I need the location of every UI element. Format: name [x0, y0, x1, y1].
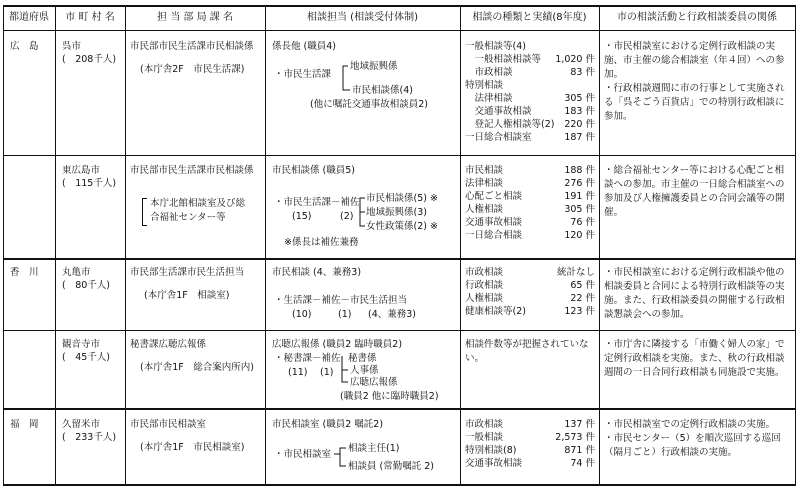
stat-row: [465, 40, 595, 53]
header-divider: [3, 30, 796, 31]
relation-text: ・総合福祉センター等における心配ごと相談への参加。市主催の一日総合相談室への参加及び人権擁護委員との合同会議等の開催。: [604, 165, 785, 218]
consultation-structure: [270, 40, 458, 150]
stat-row: [465, 177, 595, 190]
city-name: [62, 338, 124, 364]
department-location: (本庁舎1F 総合案内所内): [140, 362, 254, 373]
city-name: [62, 164, 124, 190]
stat-row: [465, 292, 595, 305]
department: [130, 418, 264, 454]
consultation-stats: [465, 418, 595, 470]
stat-label: 健康相談等(2): [465, 306, 526, 317]
stat-label: 一般相談相談等: [465, 54, 542, 65]
stat-value: 統計なし: [556, 267, 595, 278]
city-name-text: 観音寺市: [62, 339, 101, 350]
stat-row: [465, 279, 595, 292]
consult-head: 市民相談 (4、兼務3): [272, 267, 362, 278]
stat-label: 一日総合相談室: [465, 132, 532, 143]
stat-label: 市政相談: [465, 67, 513, 78]
stat-label: 一般相談等(4): [465, 41, 526, 52]
consult-note: ※係長は補佐兼務: [284, 237, 359, 248]
stat-value: 22 件: [570, 293, 595, 304]
department: [130, 164, 264, 234]
stat-label: 登記人権相談等(2): [465, 119, 555, 130]
consult-division: ・秘書課－補佐: [274, 353, 341, 364]
stat-row: [465, 305, 595, 318]
stat-row: [465, 164, 595, 177]
consult-staff: (2): [340, 211, 354, 222]
stat-label: 人権相談: [465, 204, 504, 215]
stat-label: 人権相談: [465, 293, 504, 304]
stat-value: 137 件: [564, 419, 595, 430]
stat-value: 83 件: [570, 67, 595, 78]
stat-label: 法律相談: [465, 178, 504, 189]
header-consultation: 相談担当 (相談受付体制): [307, 12, 418, 23]
department-name: 市民部市民相談室: [130, 419, 207, 430]
header-city: 市 町 村 名: [65, 12, 115, 23]
consult-head: 広聴広報係 (職員2 臨時職員2): [272, 339, 403, 350]
department-location: 合福祉センター等: [150, 212, 226, 223]
department-name: 市民部生活課市民生活担当: [130, 267, 245, 278]
city-population: ( 115千人): [62, 178, 117, 189]
column-border: [795, 5, 796, 485]
relation-text: ・市民相談室での定例行政相談の実施。 ・市民センター（5）を順次巡回する巡回（隔月ごと）行政相談の実施。: [604, 419, 781, 458]
relation-text: ・市民相談室における定例行政相談の実施、市主催の総合相談室（年４回）への参加。 ・行政相談週間に市の行事として実施される「呉そごう百貨店」での特別行政相談に参加。: [604, 41, 785, 122]
stat-row: [465, 457, 595, 470]
stat-value: 191 件: [564, 191, 595, 202]
table-border-top: [3, 5, 796, 7]
stat-row: [465, 418, 595, 431]
bracket-left: [142, 198, 147, 226]
stat-label: 行政相談: [465, 280, 504, 291]
column-border: [599, 5, 600, 485]
city-name-text: 東広島市: [62, 165, 101, 176]
stat-label: 一日総合相談: [465, 230, 523, 241]
column-border: [125, 5, 126, 485]
stat-label: 交通事故相談: [465, 458, 523, 469]
stat-value: 871 件: [564, 445, 595, 456]
stat-row: [465, 105, 595, 118]
department-name: 市民部市民生活課市民相談係: [130, 165, 254, 176]
stat-value: 187 件: [564, 132, 595, 143]
consult-section: 市民相談係(5) ※: [366, 193, 438, 204]
consultation-stats: 相談件数等が把握されていない。: [465, 339, 589, 364]
consultation-structure: [270, 338, 458, 406]
stat-value: 2,573 件: [555, 432, 595, 443]
department-location: (本庁舎1F 相談室): [144, 290, 230, 301]
section-divider: [3, 408, 796, 410]
consult-staff: (1): [338, 309, 352, 320]
stat-label: 市民相談: [465, 165, 504, 176]
city-name: [62, 40, 124, 66]
stat-value: 276 件: [564, 178, 595, 189]
consult-section: 地域振興係(3): [366, 207, 427, 218]
column-border: [3, 5, 4, 485]
consultation-stats: [465, 266, 595, 318]
consult-section: 相談員 (常勤嘱託 2): [348, 461, 434, 472]
stat-value: 183 件: [564, 106, 595, 117]
stat-row: [465, 266, 595, 279]
stat-value: 65 件: [570, 280, 595, 291]
column-border: [265, 5, 266, 485]
stat-value: 120 件: [564, 230, 595, 241]
stat-row: [465, 66, 595, 79]
stat-label: 市政相談: [465, 267, 504, 278]
stat-value: 1,020 件: [555, 54, 595, 65]
header-department: 担 当 部 局 課 名: [157, 12, 233, 23]
section-divider: [3, 258, 796, 260]
department-location: 本庁北館相談室及び総: [150, 198, 246, 209]
prefecture-label: 広 島: [10, 41, 39, 52]
department-name: 秘書課広聴広報係: [130, 339, 207, 350]
stat-row: [465, 190, 595, 203]
consult-division: ・市民生活課－補佐: [274, 197, 360, 208]
stat-row: [465, 203, 595, 216]
stat-value: 123 件: [564, 306, 595, 317]
relation-text: ・市民相談室における定例行政相談や他の相談委員と合同による特別行政相談等の実施。また、行政相談委員の開催する行政相談懇談会への参加。: [604, 267, 785, 320]
stat-label: 一般相談: [465, 432, 504, 443]
stat-row: [465, 118, 595, 131]
stat-value: 305 件: [564, 204, 595, 215]
stat-label: 心配ごと相談: [465, 191, 523, 202]
consult-section: 女性政策係(2) ※: [366, 221, 438, 232]
column-border: [55, 5, 56, 485]
consult-head: 市民相談係 (職員5): [272, 165, 355, 176]
stat-label: 市政相談: [465, 419, 504, 430]
consult-head: 係長他 (職員4): [272, 41, 336, 52]
stat-row: [465, 92, 595, 105]
consult-staff: (1): [320, 367, 334, 378]
header-types: 相談の種類と実績(8年度): [472, 12, 587, 23]
consult-section: 相談主任(1): [348, 443, 400, 454]
stat-value: 188 件: [564, 165, 595, 176]
consultation-structure: [270, 418, 458, 480]
city-population: ( 233千人): [62, 432, 117, 443]
consult-note: (他に嘱託交通事故相談員2): [310, 99, 428, 110]
consultation-stats: [465, 164, 595, 242]
city-name-text: 久留米市: [62, 419, 101, 430]
department-location: (本庁舎2F 市民生活課): [140, 64, 245, 75]
prefecture-label: 香 川: [10, 267, 39, 278]
city-name: [62, 418, 124, 444]
stat-row: [465, 229, 595, 242]
stat-row: [465, 431, 595, 444]
consult-head: 市民相談室 (職員2 嘱託2): [272, 419, 384, 430]
prefecture-label: 福 岡: [10, 419, 39, 430]
consultation-structure: [270, 164, 458, 254]
consult-division: ・市民相談室: [274, 449, 332, 460]
stat-value: 220 件: [564, 119, 595, 130]
table-border-bottom: [3, 484, 796, 486]
header-relation: 市の相談活動と行政相談委員の関係: [617, 12, 777, 23]
row-divider: [3, 155, 796, 156]
stat-value: 305 件: [564, 93, 595, 104]
city-population: ( 45千人): [62, 352, 111, 363]
consult-section: 人事係: [350, 365, 379, 376]
consult-division: ・市民生活課: [274, 69, 332, 80]
header-prefecture: 都道府県: [9, 12, 49, 23]
consult-staff: (15): [292, 211, 312, 222]
city-population: ( 80千人): [62, 280, 111, 291]
column-border: [460, 5, 461, 485]
stat-label: 特別相談: [465, 80, 504, 91]
city-name: [62, 266, 124, 292]
stat-row: [465, 53, 595, 66]
consult-section: 広聴広報係: [350, 377, 398, 388]
department: [130, 266, 264, 302]
consult-section: 市民相談係(4): [352, 85, 413, 96]
stat-row: [465, 216, 595, 229]
city-name-text: 丸亀市: [62, 267, 91, 278]
consult-section: 秘書係: [348, 353, 377, 364]
stat-row: [465, 79, 595, 92]
department: [130, 338, 264, 374]
stat-label: 交通事故相談: [465, 106, 532, 117]
stat-label: 交通事故相談: [465, 217, 523, 228]
relation-text: ・市庁舎に隣接する「市働く婦人の家」で定例行政相談を実施。また、秋の行政相談週間の一日合同行政相談も同施設で実施。: [604, 339, 785, 378]
stat-row: [465, 131, 595, 144]
department-name: 市民部市民生活課市民相談係: [130, 41, 254, 52]
department: [130, 40, 264, 76]
stat-label: 法律相談: [465, 93, 513, 104]
consult-staff: (10): [292, 309, 312, 320]
city-name-text: 呉市: [62, 41, 82, 52]
consult-staff: (4、兼務3): [368, 309, 417, 320]
consult-section: 地域振興係: [350, 61, 398, 72]
consult-division: ・生活課－補佐－市民生活担当: [274, 295, 408, 306]
stat-label: 特別相談(8): [465, 445, 517, 456]
stat-value: 76 件: [570, 217, 595, 228]
row-divider: [3, 330, 796, 331]
consultation-structure: [270, 266, 458, 328]
consultation-stats: [465, 40, 595, 144]
consult-note: (職員2 他に臨時職員2): [340, 391, 439, 402]
city-population: ( 208千人): [62, 54, 117, 65]
stat-value: 74 件: [570, 458, 595, 469]
department-location: (本庁舎1F 市民相談室): [140, 442, 245, 453]
consult-staff: (11): [288, 367, 308, 378]
stat-row: [465, 444, 595, 457]
